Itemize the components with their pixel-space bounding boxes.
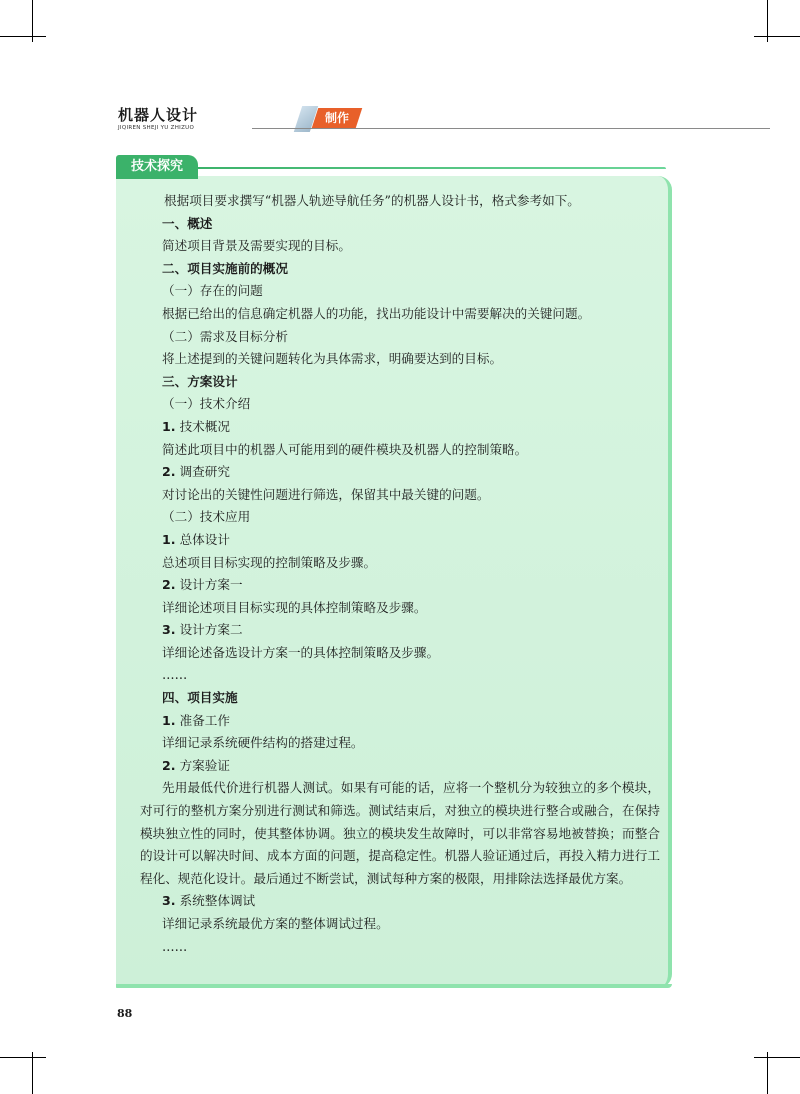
heading-tech-intro: （一）技术介绍 (162, 396, 251, 412)
heading-text: 系统整体调试 (179, 893, 256, 909)
book-title: 机器人设计 (118, 106, 199, 124)
heading-number: 1. (162, 712, 176, 728)
section-box-bottom (116, 984, 672, 988)
overview-text: 简述项目背景及需要实现的目标。 (162, 238, 351, 254)
crop-mark (0, 1057, 46, 1058)
heading-number: 2. (162, 757, 176, 773)
heading-text: 方案验证 (179, 757, 230, 773)
heading-text: 设计方案二 (179, 622, 243, 638)
heading-existing-problems: （一）存在的问题 (162, 283, 263, 299)
heading-system-debug (140, 890, 660, 913)
verification-text: 先用最低代价进行机器人测试。如果有可能的话，应将一个整机分为较独立的多个模块，对可行的整机方案分别进行测试和筛选。测试结束后，对独立的模块进行整合或融合，在保持模块独立性的同时，使其整体协调。独立的模块发生故障时，可以非常容易地被替换；而整合的设计可以解决时间、成本方面的问题，提高稳定性。机器人验证通过后，再投入精力进行工程化、规范化设计。最后通过不断尝试，测试每种方案的极限，用排除法选择最优方案。 (140, 780, 660, 886)
heading-number: 1. (162, 531, 176, 547)
heading-text: 技术概况 (179, 418, 230, 434)
heading-implementation: 四、项目实施 (162, 690, 238, 706)
heading-overview: 一、概述 (162, 215, 213, 231)
book-title-tag-text: 制作 (324, 111, 349, 125)
crop-mark (0, 36, 46, 37)
running-header (110, 104, 770, 134)
heading-number: 3. (162, 622, 176, 638)
research-text: 对讨论出的关键性问题进行筛选，保留其中最关键的问题。 (162, 486, 490, 502)
heading-pre-implementation: 二、项目实施前的概况 (162, 260, 288, 276)
plan-two-text: 详细论述备选设计方案一的具体控制策略及步骤。 (162, 644, 440, 660)
section-label: 技术探究 (130, 159, 183, 174)
heading-plan-two (140, 619, 660, 642)
overall-design-text: 总述项目目标实现的控制策略及步骤。 (162, 554, 377, 570)
heading-preparation (140, 710, 660, 733)
section-content (140, 190, 660, 958)
crop-mark (32, 1052, 33, 1094)
header-rule (252, 128, 770, 129)
intro-paragraph: 根据项目要求撰写“机器人轨迹导航任务”的机器人设计书，格式参考如下。 (164, 193, 580, 208)
heading-requirements: （二）需求及目标分析 (162, 328, 288, 344)
heading-verification (140, 755, 660, 778)
heading-tech-overview (140, 416, 660, 439)
existing-problems-text: 根据已给出的信息确定机器人的功能，找出功能设计中需要解决的关键问题。 (162, 305, 591, 321)
preparation-text: 详细记录系统硬件结构的搭建过程。 (162, 735, 364, 751)
heading-text: 总体设计 (179, 531, 230, 547)
heading-text: 调查研究 (179, 464, 230, 480)
system-debug-text: 详细记录系统最优方案的整体调试过程。 (162, 916, 389, 931)
heading-text: 设计方案一 (179, 577, 243, 593)
heading-number: 2. (162, 577, 176, 593)
heading-number: 3. (162, 893, 176, 909)
section-top-line (196, 167, 666, 169)
plan-one-text: 详细论述项目目标实现的具体控制策略及步骤。 (162, 599, 427, 615)
crop-mark (754, 36, 800, 37)
heading-overall-design (140, 529, 660, 552)
heading-text: 准备工作 (179, 712, 230, 728)
requirements-text: 将上述提到的关键问题转化为具体需求，明确要达到的目标。 (162, 351, 503, 367)
heading-research (140, 461, 660, 484)
heading-number: 2. (162, 464, 176, 480)
page-number: 88 (117, 1007, 133, 1020)
tech-overview-text: 简述此项目中的机器人可能用到的硬件模块及机器人的控制策略。 (162, 441, 528, 457)
crop-mark (754, 1057, 800, 1058)
crop-mark (767, 1052, 768, 1094)
heading-tech-application: （二）技术应用 (162, 509, 251, 525)
heading-number: 1. (162, 418, 176, 434)
ellipsis: …… (162, 938, 188, 954)
ellipsis: …… (162, 667, 188, 683)
heading-plan-one (140, 574, 660, 597)
book-title-pinyin: JIQIREN SHEJI YU ZHIZUO (118, 125, 195, 131)
heading-design: 三、方案设计 (162, 373, 238, 389)
book-title-tag (312, 108, 362, 128)
section-tab (116, 155, 198, 179)
